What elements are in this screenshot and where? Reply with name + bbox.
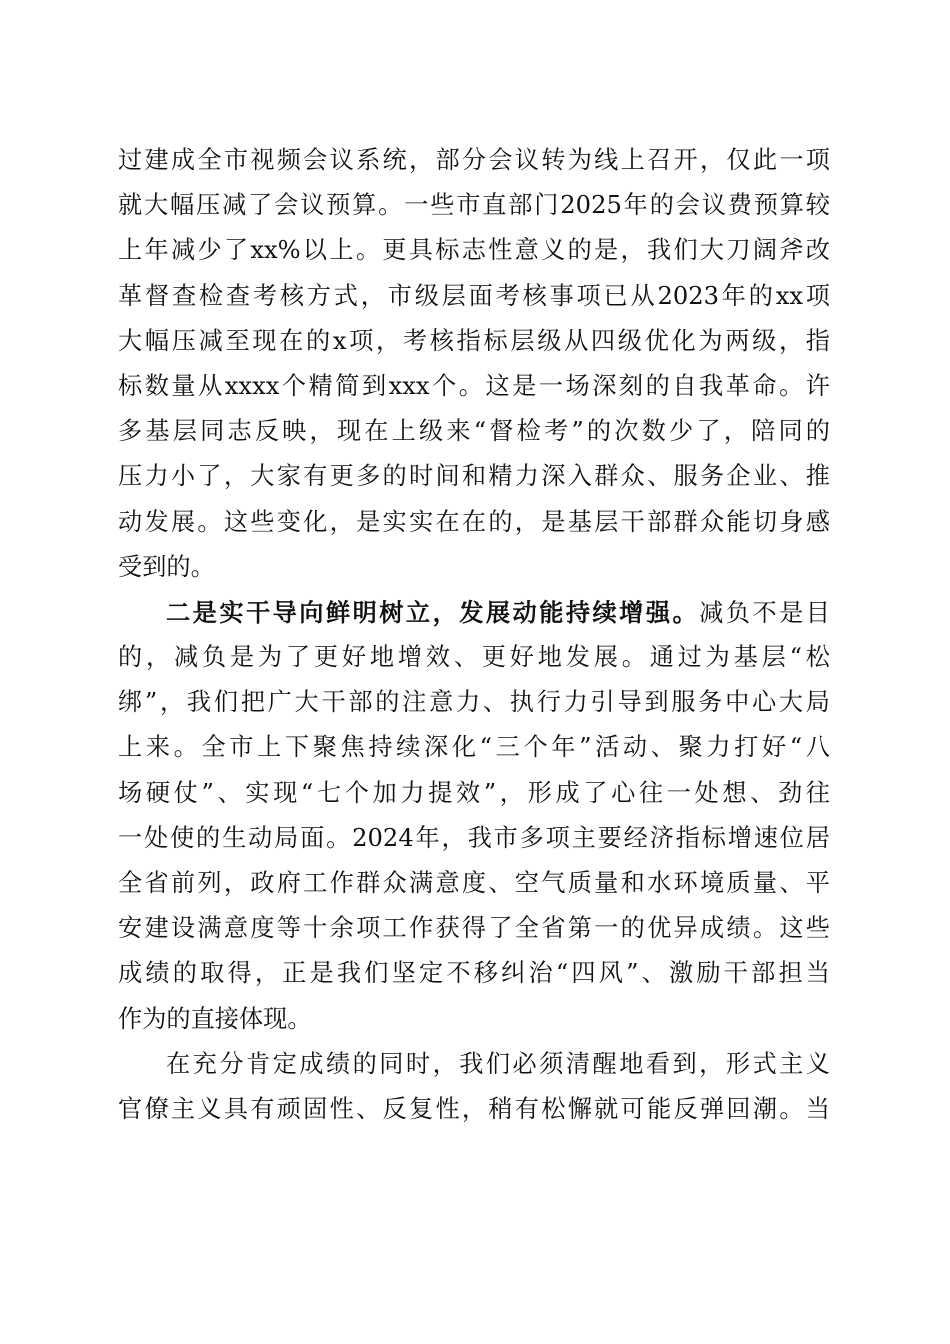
text-line: 一处使的生动局面。2024年，我市多项主要经济指标增速位居 xyxy=(118,823,830,852)
paragraph-1 xyxy=(118,138,830,590)
text-line: 的，减负是为了更好地增效、更好地发展。通过为基层“松 xyxy=(118,643,830,672)
text-line: 大幅压减至现在的x项，考核指标层级从四级优化为两级，指 xyxy=(118,326,830,355)
paragraph-3 xyxy=(118,1042,830,1132)
text-line: 过建成全市视频会议系统，部分会议转为线上召开，仅此一项 xyxy=(118,146,830,174)
text-line: 场硬仗”、实现“七个加力提效”，形成了心往一处想、劲往 xyxy=(118,778,830,807)
text-line: 全省前列，政府工作群众满意度、空气质量和水环境质量、平 xyxy=(118,869,830,897)
text-line: 就大幅压减了会议预算。一些市直部门2025年的会议费预算较 xyxy=(118,191,830,220)
paragraph-2 xyxy=(118,590,830,1042)
text-line: 动发展。这些变化，是实实在在的，是基层干部群众能切身感 xyxy=(118,507,830,536)
text-line: 安建设满意度等十余项工作获得了全省第一的优异成绩。这些 xyxy=(118,914,830,943)
text-line xyxy=(118,590,830,635)
text-line: 受到的。 xyxy=(118,552,215,581)
document-body xyxy=(118,138,830,1132)
text-line: 官僚主义具有顽固性、反复性，稍有松懈就可能反弹回潮。当 xyxy=(118,1094,830,1123)
text-line: 压力小了，大家有更多的时间和精力深入群众、服务企业、推 xyxy=(118,462,830,491)
text-line: 作为的直接体现。 xyxy=(118,1004,312,1033)
text-line: 上年减少了xx%以上。更具标志性意义的是，我们大刀阔斧改 xyxy=(118,236,830,265)
text-line: 成绩的取得，正是我们坚定不移纠治“四风”、激励干部担当 xyxy=(118,959,830,988)
text-run: 减负不是目 xyxy=(699,598,830,627)
text-line: 标数量从xxxx个精简到xxx个。这是一场深刻的自我革命。许 xyxy=(118,371,830,400)
text-line: 在充分肯定成绩的同时，我们必须清醒地看到，形式主义 xyxy=(166,1049,830,1078)
paragraph-heading: 二是实干导向鲜明树立，发展动能持续增强。 xyxy=(166,597,700,627)
text-line: 绑”，我们把广大干部的注意力、执行力引导到服务中心大局 xyxy=(118,688,830,717)
text-line: 上来。全市上下聚焦持续深化“三个年”活动、聚力打好“八 xyxy=(118,733,830,762)
text-line: 多基层同志反映，现在上级来“督检考”的次数少了，陪同的 xyxy=(118,417,830,446)
text-line: 革督查检查考核方式，市级层面考核事项已从2023年的xx项 xyxy=(118,281,830,310)
